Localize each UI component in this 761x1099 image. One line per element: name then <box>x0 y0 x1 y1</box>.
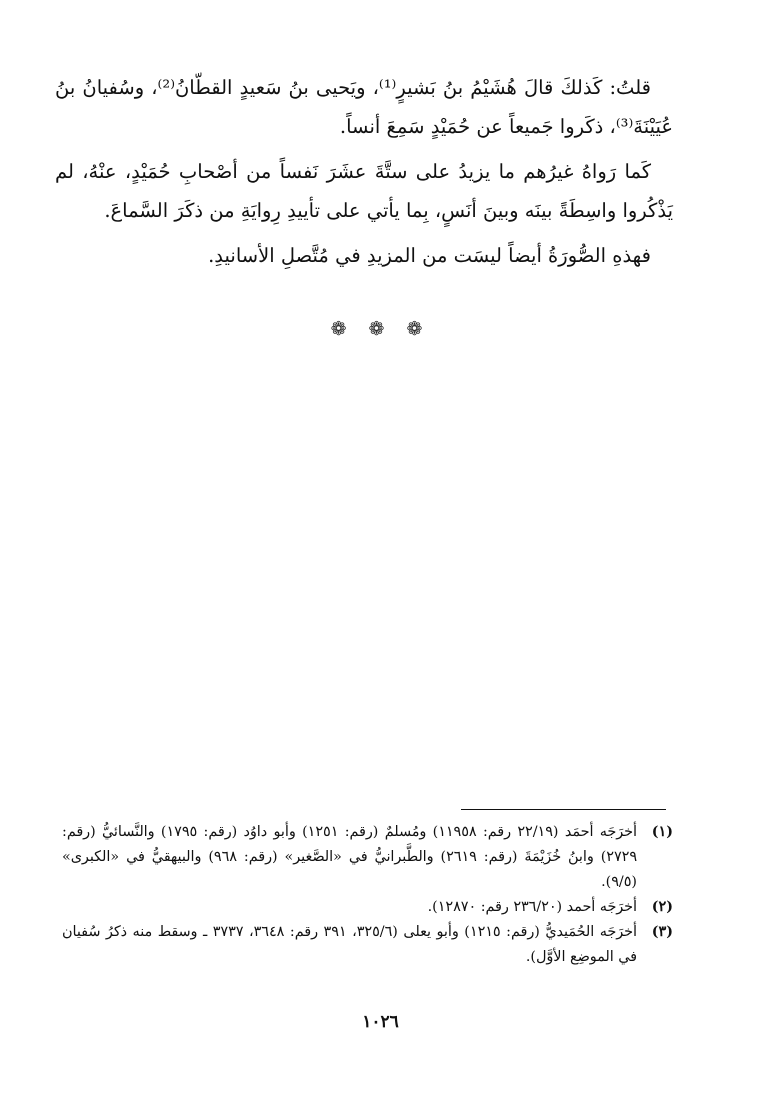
footnote-text: أخرَجَه أحمد (٢٣٦/٢٠ رقم: ١٢٨٧٠). <box>427 899 637 915</box>
paragraph-2: كَما رَواهُ غيرُهم ما يزيدُ على ستَّةَ عشَرَ نَفساً من أصْحابِ حُمَيْدٍ، عنْهُ، لم يَذْكُروا واسِطَةً بينَه وبينَ أنَسٍ، بِما يأتي على تأييدِ رِوايَةِ من ذكَرَ السَّماعَ. <box>55 160 673 222</box>
footnote-number: (١) <box>651 824 673 840</box>
paragraph-3: فهذهِ الصُّورَةُ أيضاً ليسَت من المزيدِ في مُتَّصلِ الأسانيدِ. <box>208 244 651 267</box>
section-separator: ❁ ❁ ❁ <box>330 318 431 340</box>
footnote-3 <box>62 920 673 970</box>
footnote-text: أخرَجَه أحمَد (٢٢/١٩ رقم: ١١٩٥٨) ومُسلمٌ (رقم: ١٢٥١) وأبو داوُد (رقم: ١٧٩٥) والنَّسائيُّ (رقم: ٢٧٢٩) وابنُ خُزَيْمَةَ (رقم: ٢٦١٩) والطَّبرانيُّ في «الصَّغير» (رقم: ٩٦٨) والبيهقيُّ في «الكبرى» (٩/٥). <box>62 824 637 890</box>
footnote-number: (٣) <box>651 924 673 940</box>
footnotes <box>62 820 673 970</box>
footnote-1 <box>62 820 673 895</box>
paragraph-1: قلتُ: كَذلكَ قالَ هُشَيْمُ بنُ بَشيرٍ⁽¹⁾، ويَحيى بنُ سَعيدٍ القطّانُ⁽²⁾، وسُفيانُ بنُ عُيَيْنَةَ⁽³⁾، ذكَروا جَميعاً عن حُمَيْدٍ سَمِعَ أنساً. <box>55 76 673 138</box>
main-text <box>55 68 673 275</box>
footnote-2 <box>62 895 673 920</box>
footnote-rule <box>461 809 666 810</box>
footnote-number: (٢) <box>651 899 673 915</box>
page-number: ١٠٢٦ <box>362 1012 399 1032</box>
footnote-text: أخرَجَه الحُمَيديُّ (رقم: ١٢١٥) وأبو يعلى (٣٢٥/٦، ٣٩١ رقم: ٣٦٤٨، ٣٧٣٧ ـ وسقط منه ذكرُ سُفيان في الموضِع الأوَّل). <box>62 924 637 965</box>
